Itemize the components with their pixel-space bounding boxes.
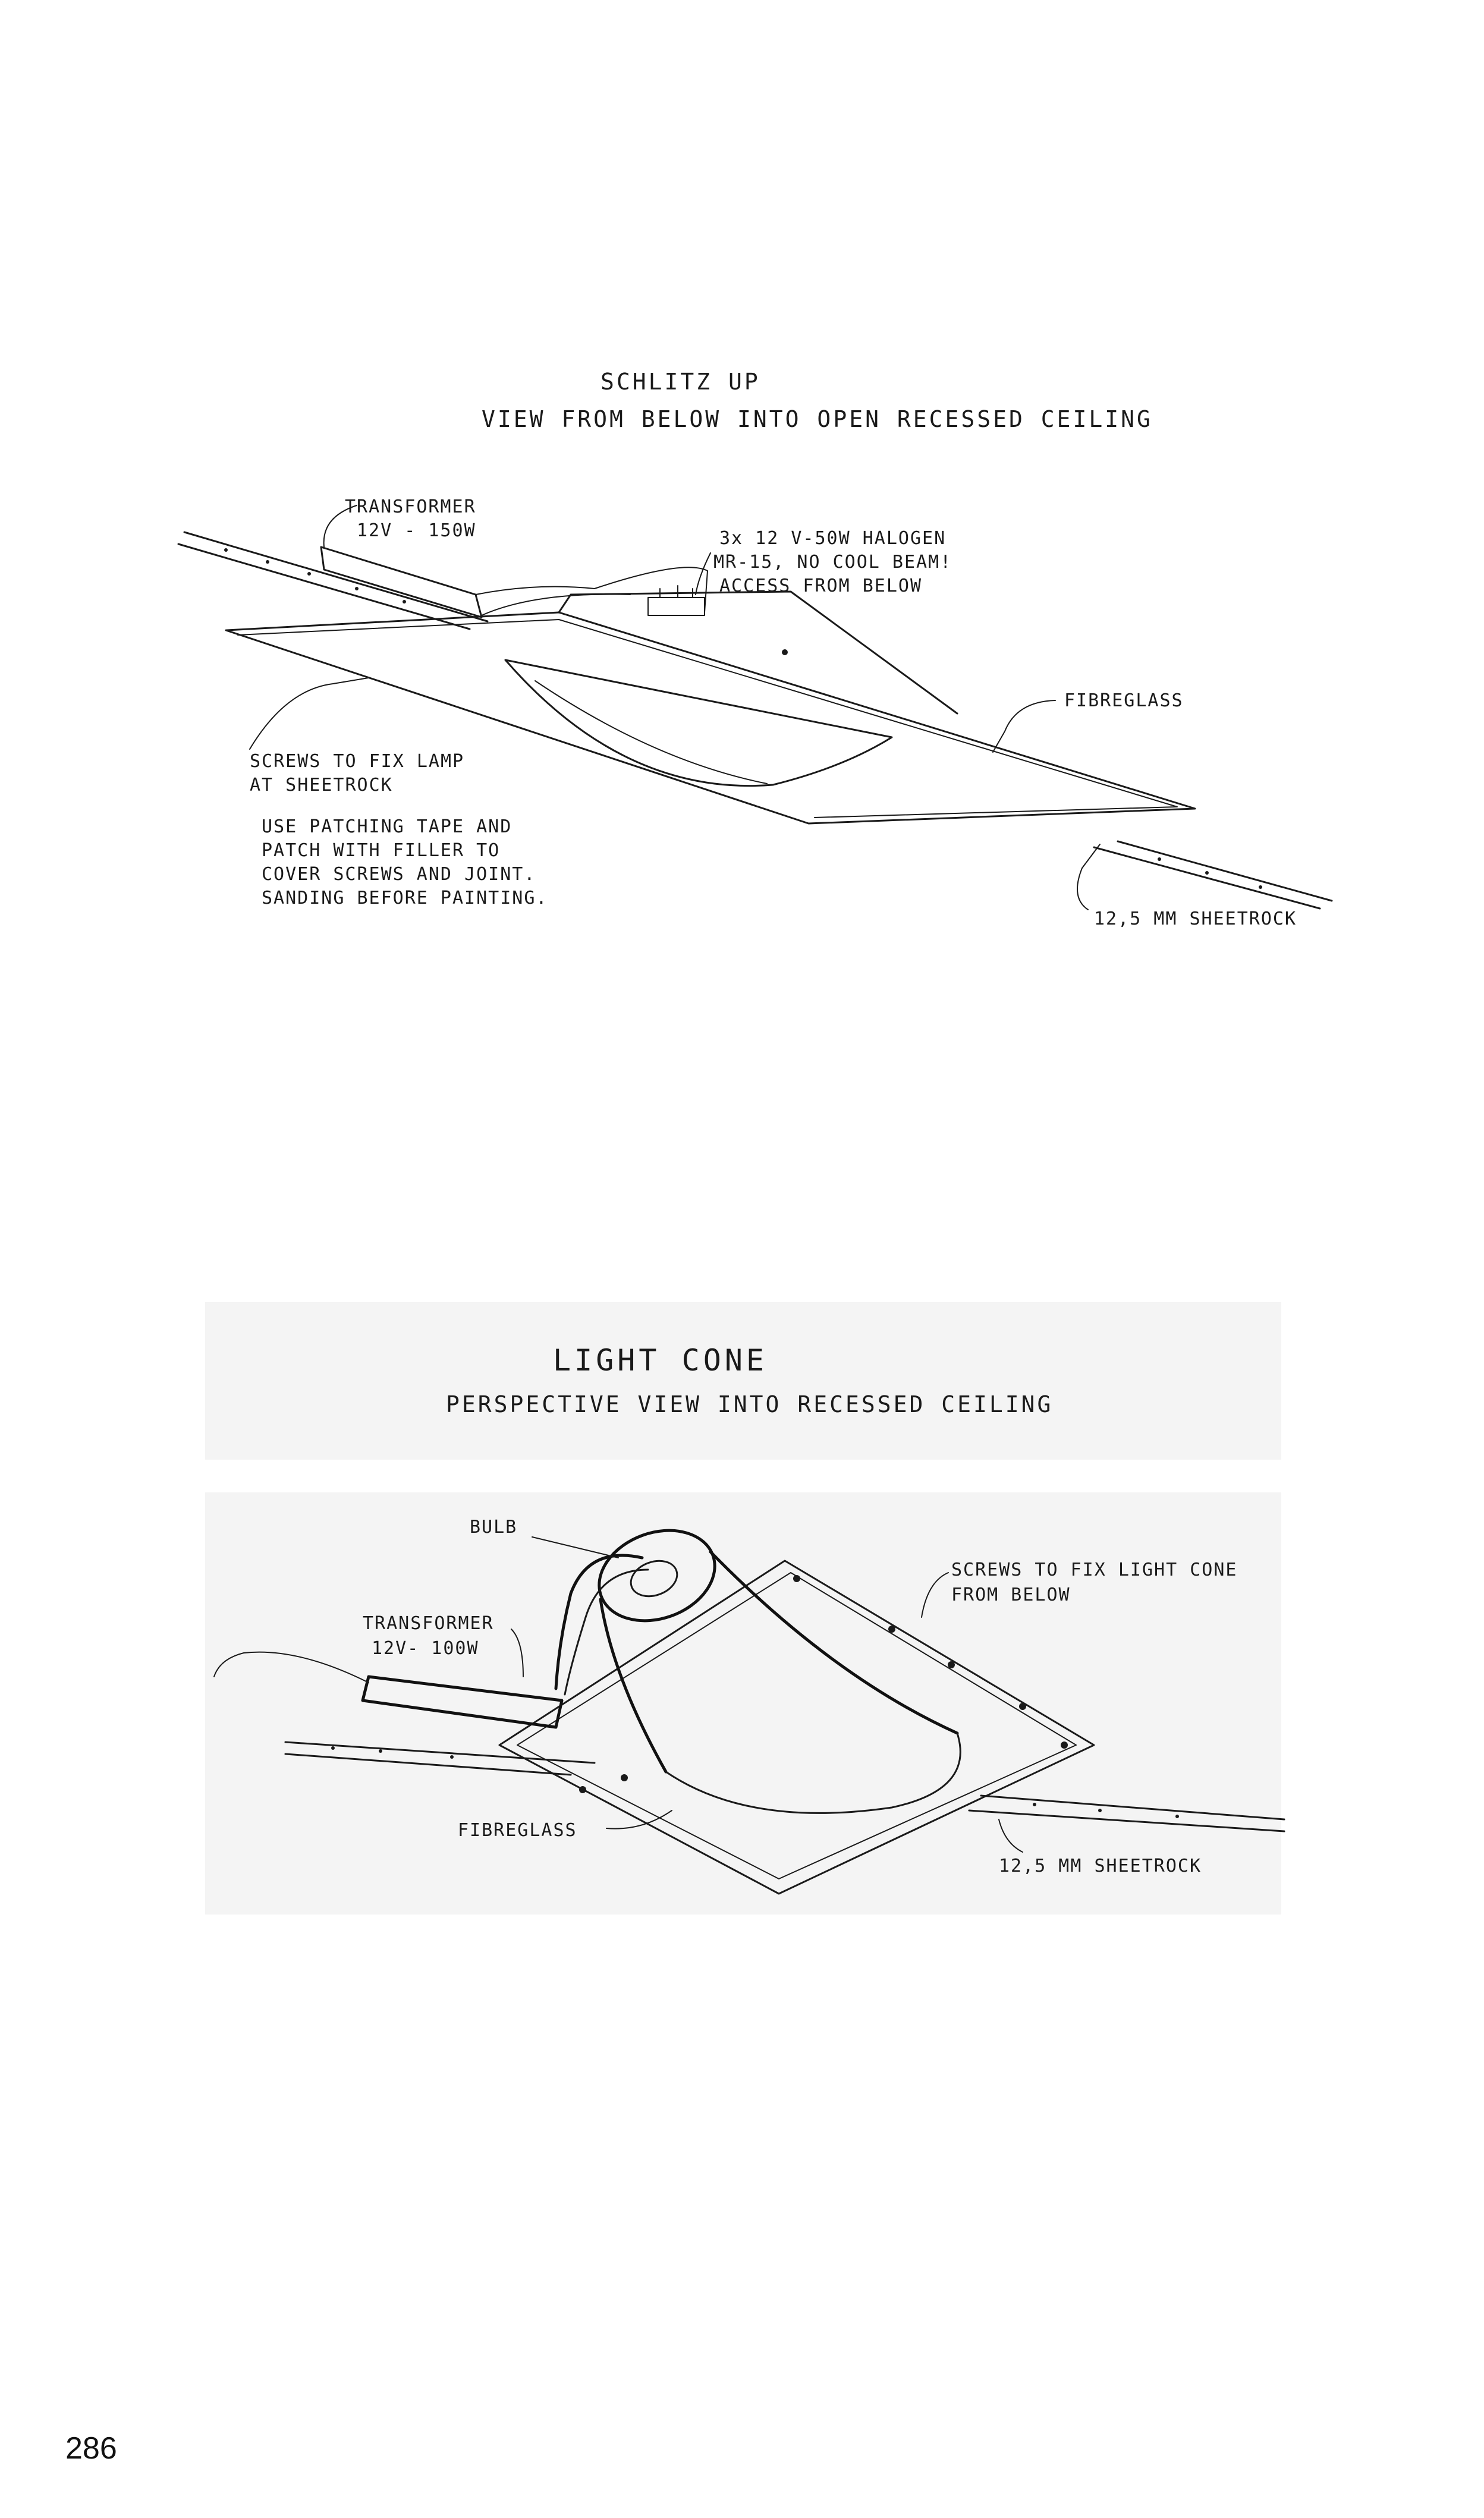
label-halogen-line1: 3x 12 V-50W HALOGEN	[719, 528, 947, 549]
label-transformer-bottom-line1: TRANSFORMER	[363, 1613, 494, 1634]
label-screws-top-line2: AT SHEETROCK	[250, 775, 393, 796]
drawing-light-cone	[205, 1302, 1284, 1915]
transformer-top	[321, 547, 708, 617]
title-panel	[205, 1302, 1281, 1460]
label-patch-line1: USE PATCHING TAPE AND	[262, 816, 513, 837]
label-fibreglass-top: FIBREGLASS	[1064, 690, 1184, 711]
leader-halogen	[696, 553, 710, 595]
label-sheetrock-top: 12,5 MM SHEETROCK	[1094, 909, 1297, 929]
label-fibreglass-bottom: FIBREGLASS	[458, 1820, 577, 1841]
label-patch-line3: COVER SCREWS AND JOINT.	[262, 864, 536, 885]
label-patch-line2: PATCH WITH FILLER TO	[262, 840, 501, 861]
page-number: 286	[65, 2431, 117, 2466]
label-halogen-line2: MR-15, NO COOL BEAM!	[713, 552, 952, 573]
label-patch-line4: SANDING BEFORE PAINTING.	[262, 888, 548, 909]
leader-sheetrock-top	[1077, 844, 1100, 910]
drawing-bottom-subtitle: PERSPECTIVE VIEW INTO RECESSED CEILING	[446, 1391, 1054, 1417]
label-bulb: BULB	[470, 1517, 518, 1538]
drawing-top-subtitle: VIEW FROM BELOW INTO OPEN RECESSED CEILING	[482, 406, 1153, 432]
drawing-schlitz-up	[178, 369, 1332, 929]
label-sheetrock-bottom: 12,5 MM SHEETROCK	[999, 1856, 1202, 1876]
label-transformer-line1: TRANSFORMER	[345, 496, 476, 517]
drawing-panel	[205, 1492, 1281, 1915]
drawing-bottom-title: LIGHT CONE	[553, 1343, 768, 1378]
label-screws-bottom-line2: FROM BELOW	[951, 1585, 1071, 1605]
label-halogen-line3: ACCESS FROM BELOW	[719, 576, 923, 596]
label-transformer-line2: 12V - 150W	[357, 520, 476, 541]
drawing-top-title: SCHLITZ UP	[600, 369, 760, 395]
leader-screws-top	[250, 678, 369, 749]
label-screws-top-line1: SCREWS TO FIX LAMP	[250, 751, 465, 772]
label-screws-bottom-line1: SCREWS TO FIX LIGHT CONE	[951, 1560, 1238, 1580]
label-transformer-bottom-line2: 12V- 100W	[372, 1638, 479, 1659]
leader-fibreglass-top	[993, 700, 1055, 752]
